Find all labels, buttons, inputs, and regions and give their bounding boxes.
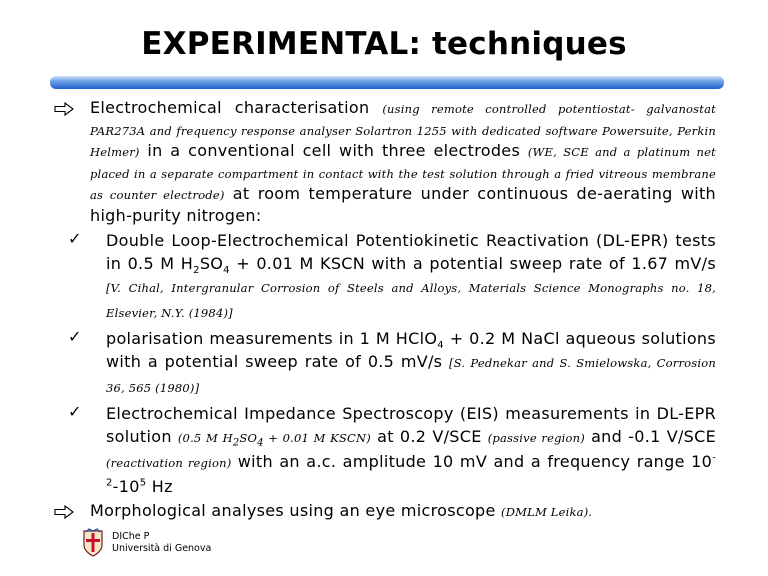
text-part: (0.5 M H <box>177 430 233 445</box>
superscript: 5 <box>139 477 147 489</box>
subscript: 4 <box>223 264 230 276</box>
passive-note: (passive region) <box>487 430 585 445</box>
check-item-eis <box>54 402 716 498</box>
reactivation-note: (reactivation region) <box>106 455 232 470</box>
slide-content <box>54 98 716 522</box>
university-name: Università di Genova <box>112 543 212 554</box>
subscript: 2 <box>193 264 200 276</box>
bullet-lead: Electrochemical characterisation <box>90 98 370 117</box>
check-item-dl-epr <box>54 229 716 325</box>
text-part: + 0.01 M KSCN) <box>263 430 371 445</box>
bullet-text <box>90 98 716 227</box>
university-crest-icon <box>82 528 104 558</box>
bullet-morphological <box>54 501 716 523</box>
text-part: + 0.2 M NaCl aqueous solutions with a potential sweep rate of 0.5 mV/s <box>106 328 716 371</box>
text-part: and -0.1 V/SCE <box>584 426 716 446</box>
subscript: 2 <box>232 436 240 448</box>
bullet-text <box>90 501 716 523</box>
bullet-electrochemical <box>54 98 716 227</box>
department-name: DIChe P <box>112 531 150 542</box>
text-part: at 0.2 V/SCE <box>371 426 488 446</box>
text-part: SO <box>239 430 258 445</box>
text-part: Hz <box>146 476 173 496</box>
check-item-polarisation <box>54 327 716 400</box>
check-mark-icon: ✓ <box>68 401 82 421</box>
reference: [V. Cihal, Intergranular Corrosion of Steels and Alloys, Materials Science Monographs no. 18, Elsevier, N.Y. (1984)] <box>106 280 716 320</box>
text-part: Electrochemical Impedance Spectroscopy (EIS) measurements in DL-EPR solution <box>106 403 716 446</box>
text-part: SO <box>199 253 224 273</box>
microscope-note: (DMLM Leika). <box>501 504 593 519</box>
superscript: -2 <box>106 452 716 489</box>
text-part: polarisation measurements in 1 M HClO <box>106 328 438 348</box>
text-part: + 0.01 M KSCN with a potential sweep rate of 1.67 mV/s <box>229 253 717 273</box>
bullet-lead: Morphological analyses using an eye microscope <box>90 500 502 520</box>
conditions-text: at room temperature under continuous de-aerating with high-purity nitrogen: <box>90 184 716 225</box>
hollow-right-arrow-icon <box>54 102 74 116</box>
text-part: Double Loop-Electrochemical Potentiokinetic Reactivation (DL-EPR) tests in 0.5 M H <box>106 230 716 273</box>
check-text <box>106 327 716 400</box>
hollow-right-arrow-icon <box>54 505 74 519</box>
footer-text <box>112 531 211 555</box>
equipment-note: (using remote controlled potentiostat- galvanostat PAR273A and frequency response analyser Solartron 1255 with dedicated software Powersuite, Perkin Helmer) <box>90 102 716 160</box>
subscript: 4 <box>257 436 264 448</box>
cell-description: in a conventional cell with three electrodes <box>147 141 521 161</box>
check-text <box>106 402 716 498</box>
text-part: with an a.c. amplitude 10 mV and a frequency range 10 <box>231 451 713 471</box>
solution-note <box>177 430 371 448</box>
electrode-note: (WE, SCE and a platinum net placed in a separate compartment in contact with the test solution through a fried vitreous membrane as counter electrode) <box>90 145 716 203</box>
check-text <box>106 229 716 325</box>
check-mark-icon: ✓ <box>68 228 82 248</box>
title-divider <box>50 76 724 89</box>
check-mark-icon: ✓ <box>68 326 82 346</box>
reference: [S. Pednekar and S. Smielowska, Corrosion 36, 565 (1980)] <box>106 355 717 395</box>
page-title: EXPERIMENTAL: techniques <box>141 26 627 62</box>
text-part: -10 <box>112 476 140 496</box>
subscript: 4 <box>437 339 444 351</box>
